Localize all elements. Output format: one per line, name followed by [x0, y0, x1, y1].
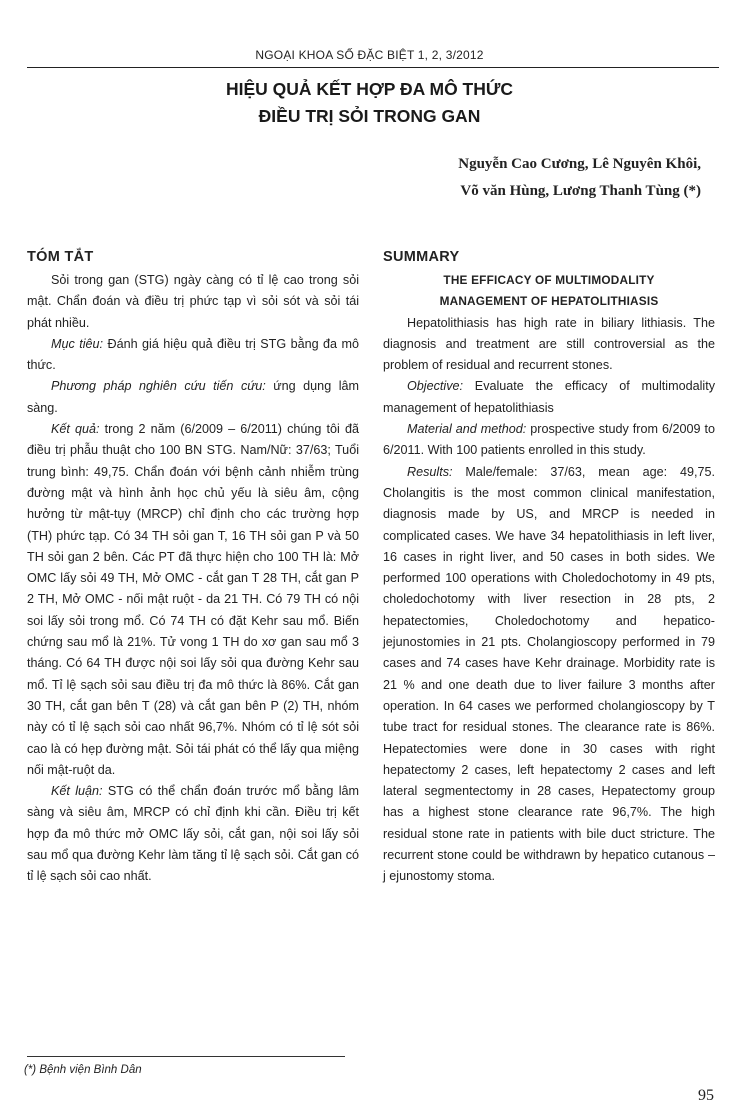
- article-title: [0, 76, 739, 130]
- objective-text-en: Evaluate the efficacy of multimodality management of hepatolithiasis: [383, 379, 715, 415]
- english-summary-column: [383, 246, 715, 888]
- english-title: [383, 270, 715, 313]
- english-title-line-1: THE EFFICACY OF MULTIMODALITY: [443, 273, 655, 287]
- authors-line-1: Nguyễn Cao Cương, Lê Nguyên Khôi,: [458, 156, 701, 172]
- results-label-en: Results:: [407, 464, 453, 479]
- summary-heading: SUMMARY: [383, 249, 460, 265]
- objective-paragraph-en: [383, 376, 715, 419]
- conclusion-text-vi: STG có thể chẩn đoán trước mổ bằng lâm sàng và siêu âm, MRCP có chỉ định khi cần. Điều trị kết hợp đa mô thức mở OMC lấy sỏi, cắt gan, nội soi lấy sỏi sau mổ qua đường Kehr làm tăng tỉ lệ sạch sỏi. Cắt gan có tỉ lệ sạch sỏi cao nhất.: [27, 784, 359, 884]
- method-text-en: prospective study from 6/2009 to 6/2011. With 100 patients enrolled in this study.: [383, 422, 715, 458]
- method-paragraph-en: [383, 419, 715, 462]
- results-text-en: Male/female: 37/63, mean age: 49,75. Cholangitis is the most common clinical manifestation, diagnosis made by US, and MRCP is needed in complicated cases. We have 34 hepatolithiasis in left liver, 16 cases in right liver, and 50 cases in both sides. We performed 100 operations with Choledochotomy in 49 pts, choledochotomy with liver resection in 28 pts, 2 hepatectomies, Choledochotomy and hepatico-jejunostomies in 21 pts. Cholangioscopy performed in 79 cases and 74 cases have Kehr drainage. Morbidity rate is 21 % and one death due to liver failure 3 months after operation. In 64 cases we performed cholangioscopy by T tube tract for residual stones. The clearance rate is 86%. Hepatectomies were done in 30 cases with right hepatectomy 2 cases, left hepatectomy 2 cases and left lateral segmentectomy in 28 cases, Hepatectomy group has a highest stone clearance rate 96,7%. The high residual stone rate in patients with bile duct stricture. The recurrent stone could be withdrawn by hepatico cutanous – j ejunostomy stoma.: [383, 464, 715, 884]
- english-title-line-2: MANAGEMENT OF HEPATOLITHIASIS: [439, 294, 659, 309]
- conclusion-paragraph-vi: [27, 781, 359, 887]
- abstract-intro-vi: Sỏi trong gan (STG) ngày càng có tỉ lệ cao trong sỏi mật. Chẩn đoán và điều trị phức tạp vì sỏi sót và sỏi tái phát nhiều.: [27, 273, 359, 330]
- method-paragraph-vi: [27, 376, 359, 419]
- title-line-1: HIỆU QUẢ KẾT HỢP ĐA MÔ THỨC: [225, 79, 514, 99]
- conclusion-label-vi: Kết luận:: [51, 784, 103, 799]
- objective-paragraph-vi: [27, 334, 359, 377]
- method-label-en: Material and method:: [407, 422, 527, 437]
- author-list: [458, 151, 701, 205]
- affiliation-footnote: (*) Bệnh viện Bình Dân: [24, 1064, 142, 1076]
- objective-text-vi: Đánh giá hiệu quả điều trị STG bằng đa mô thức.: [27, 336, 359, 373]
- results-label-vi: Kết quả:: [51, 422, 100, 437]
- summary-intro: Hepatolithiasis has high rate in biliary lithiasis. The diagnosis and treatment are still controversial as the problem of residual and recurrent stones.: [383, 315, 715, 373]
- objective-label-vi: Mục tiêu:: [51, 336, 104, 351]
- method-label-vi: Phương pháp nghiên cứu tiến cứu:: [51, 379, 266, 394]
- title-line-2: ĐIỀU TRỊ SỎI TRONG GAN: [258, 106, 481, 126]
- footnote-rule: [27, 1056, 345, 1057]
- page-number: 95: [698, 1087, 714, 1104]
- method-text-vi: ứng dụng lâm sàng.: [27, 379, 359, 415]
- abstract-heading-vi: TÓM TẮT: [27, 249, 94, 265]
- results-paragraph-en: [383, 462, 715, 888]
- results-text-vi: trong 2 năm (6/2009 – 6/2011) chúng tôi đã điều trị phẫu thuật cho 100 BN STG. Nam/Nữ: 37/63; Tuổi trung bình: 49,75. Chẩn đoán với bệnh cảnh nhiễm trùng đường mật và hình ảnh học chủ yếu là siêu âm, cộng hưởng từ mật-tụy (MRCP) chỉ định cho các trường hợp (TH) phức tạp. Có 34 TH sỏi gan T, 16 TH sỏi gan P và 50 TH sỏi gan 2 bên. Các PT đã thực hiện cho 100 TH là: Mở OMC lấy sỏi 49 TH, Mở OMC - cắt gan T 28 TH, cắt gan P 2 TH, Mở OMC - nối mật ruột - da 21 TH. Có 79 TH có nội soi lấy sỏi trong mổ. Có 74 TH có đặt Kehr sau mổ. Biến chứng sau mổ là 21%. Tử vong 1 TH do xơ gan sau mổ 3 tháng. Có 64 TH được nội soi lấy sỏi qua đường Kehr sau mổ. Tỉ lệ sạch sỏi sau điều trị đa mô thức là 86%. Cắt gan 30 TH, cắt gan bên T (28) và cắt gan bên P (2) TH, nhóm này có tỉ lệ sạch sỏi cao nhất 96,7%. Nhóm có tỉ lệ sót sỏi cao là có hẹp đường mật. Sỏi tái phát có thể lấy qua miệng nối mật-ruột da.: [27, 422, 359, 777]
- authors-line-2: Võ văn Hùng, Lương Thanh Tùng (*): [460, 183, 701, 199]
- results-paragraph-vi: [27, 419, 359, 781]
- objective-label-en: Objective:: [407, 379, 463, 394]
- header-rule: [27, 67, 719, 68]
- vietnamese-abstract-column: [27, 246, 359, 888]
- running-head: NGOẠI KHOA SỐ ĐẶC BIỆT 1, 2, 3/2012: [255, 48, 484, 62]
